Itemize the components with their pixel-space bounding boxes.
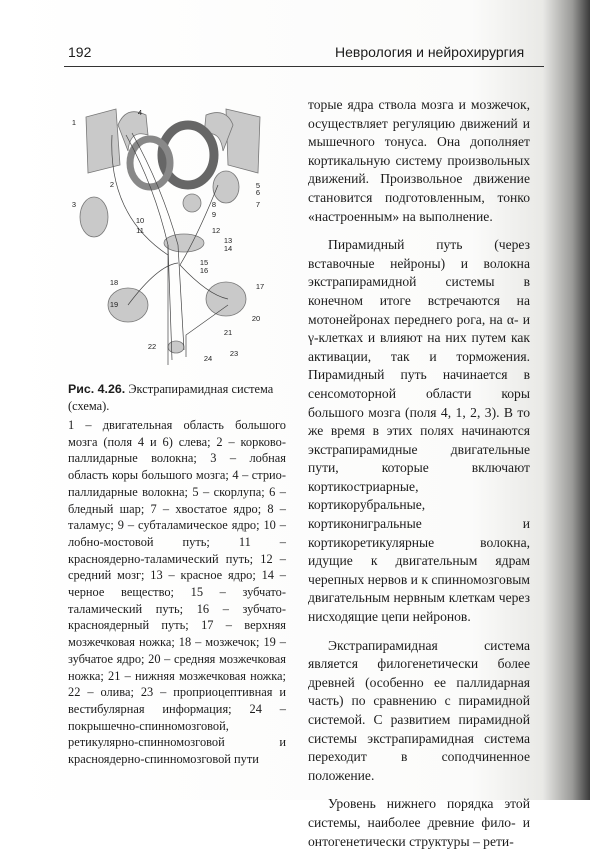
fig-label: 23 [229, 349, 239, 358]
fig-label: 17 [255, 282, 265, 291]
fig-label: 22 [147, 342, 157, 351]
fig-label: 2 [109, 180, 115, 189]
fig-label: 12 [211, 226, 221, 235]
fig-label: 20 [251, 314, 261, 323]
fig-label: 11 [136, 226, 144, 235]
main-text-column [308, 96, 530, 861]
paragraph: Экстрапирамидная система является филогенетически более древней (особенно ее паллидарная часть) по сравнению с пирамидной системой. С развитием пирамидной системы экстрапирамидная система переходит в соподчиненное положение. [308, 637, 530, 783]
figure-caption [68, 381, 283, 414]
fig-label: 18 [109, 278, 119, 287]
figure-legend: 1 – двигательная область большого мозга (поля 4 и 6) слева; 2 – корково-паллидарные волокна; 3 – лобная область коры большого мозга; 4 – стрио-паллидарные волокна; 5 – скорлупа; 6 – бледный шар; 7 – хвостатое ядро; 8 – таламус; 9 – субталамическое ядро; 10 – лобно-мостовой путь; 11 – красноядерно-таламический путь; 12 – средний мозг; 13 – красное ядро; 14 – черное вещество; 15 – зубчато-таламический путь; 16 – зубчато-красноядерный путь; 17 – верхняя мозжечковая ножка; 18 – мозжечок; 19 – зубчатое ядро; 20 – средняя мозжечковая ножка; 21 – нижняя мозжечковая ножка; 22 – олива; 23 – проприоцептивная и вестибулярная информация; 24 – покрышечно-спинномозговой, ретикулярно-спинномозговой и красноядерно-спинномозговой пути [68, 418, 286, 767]
paragraph: торые ядра ствола мозга и мозжечок, осуществляет регуляцию движений и мышечного тонуса. Она дополняет кортикальную систему произвольных движений. Произвольное движение становится подготовленным, тонко «настроенным» на выполнение. [308, 97, 530, 224]
fig-label: 13 [223, 236, 233, 245]
fig-label: 21 [223, 328, 233, 337]
fig-label: 1 [71, 118, 77, 127]
fig-label: 3 [71, 200, 77, 209]
fig-label: 24 [203, 354, 213, 363]
page-number: 192 [68, 44, 92, 60]
header-rule [64, 66, 544, 67]
fig-label: 10 [135, 216, 145, 225]
fig-label: 6 [255, 188, 261, 197]
fig-label: 4 [137, 108, 143, 117]
figure-title: Экстрапирамидная система (схема). [68, 382, 274, 413]
paragraph: Уровень нижнего порядка этой системы, наиболее древние фило- и онтогенетически структуры – рети- [308, 796, 530, 849]
fig-label: 8 [211, 200, 217, 209]
fig-label: 15 [199, 258, 209, 267]
extrapyramidal-diagram [68, 95, 283, 375]
fig-label: 7 [255, 200, 261, 209]
fig-label: 16 [199, 266, 209, 275]
running-title: Неврология и нейрохирургия [335, 44, 525, 60]
fig-label: 14 [223, 244, 233, 253]
fig-label: 9 [211, 210, 217, 219]
figure-number: Рис. 4.26. [68, 382, 126, 396]
paragraph: Пирамидный путь (через вставочные нейроны) и волокна экстрапирамидной системы в конечном итоге встречаются на мотонейронах переднего рога, на α- и γ-клетках и влияют на них путем как активации, так и торможения. Пирамидный путь начинается в сенсомоторной области коры большого мозга (поля 4, 1, 2, 3). В то же время в этих полях начинаются экстрапирамидные двигательные пути, которые включают кортикостриарные, кортикорубральные, кортиконигральные и кортикоретикулярные волокна, идущие к двигательным ядрам черепных нервов и к спинномозговым двигательным нервным клеткам через нисходящие цепи нейронов. [308, 237, 530, 625]
fig-label: 19 [109, 300, 119, 309]
fig-label: 5 [255, 181, 261, 190]
